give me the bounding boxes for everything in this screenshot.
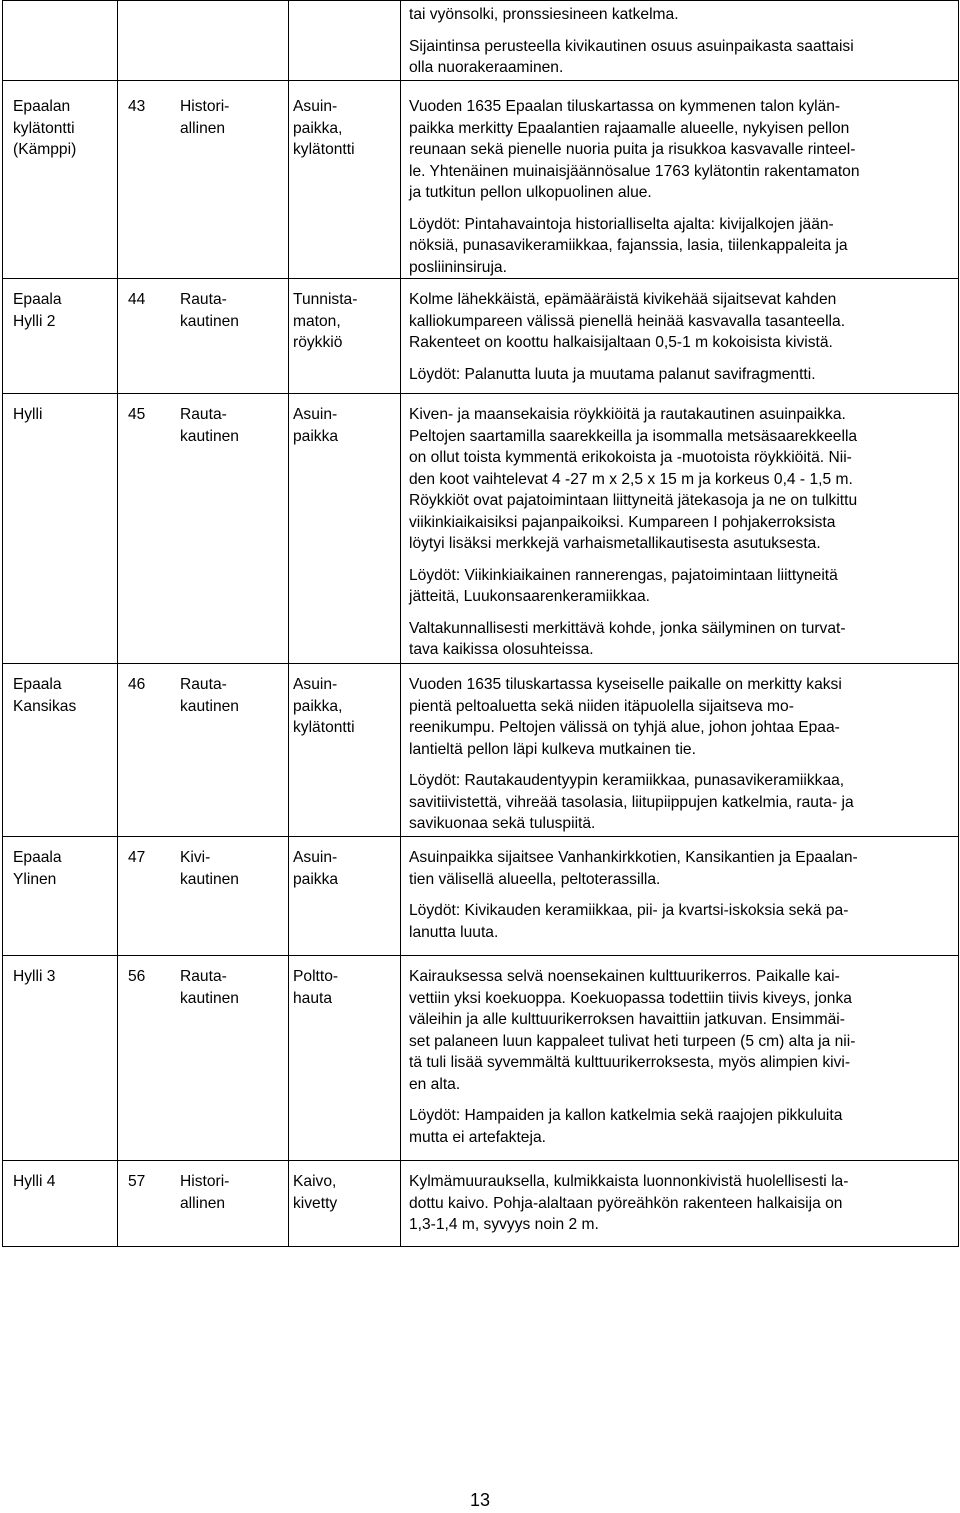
site-type: Asuin- paikka, kylätontti: [293, 98, 355, 158]
continuation-number-cell: [118, 1, 289, 81]
finds-paragraph: Löydöt: Rautakaudentyypin keramiikkaa, punasavikeramiikkaa, savitiivistettä, vihreää tasolasia, liitupiippujen katkelmia, rauta- ja savikuonaa sekä tuluspiitä.: [409, 772, 854, 832]
site-name-cell: [3, 956, 118, 1161]
finds-paragraph: Löydöt: Hampaiden ja kallon katkelmia sekä raajojen pikkuluita mutta ei artefakteja.: [409, 1107, 843, 1146]
page-number: 13: [469, 1490, 491, 1510]
site-name-cell: [3, 1161, 118, 1247]
number-period-cell: [118, 81, 289, 279]
site-type: Asuin- paikka: [293, 406, 339, 445]
number-period-cell: [118, 394, 289, 664]
site-description-cell: [401, 664, 959, 837]
finds-paragraph: Löydöt: Viikinkiaikainen rannerengas, pajatoimintaan liittyneitä jätteitä, Luukonsaarenkeramiikkaa.: [409, 566, 838, 605]
continuation-description-cell: [401, 1, 959, 81]
description-paragraph: Kolme lähekkäistä, epämääräistä kivikehää sijaitsevat kahden kalliokumpareen välissä pienellä heinää kasvavalla tasanteella. Rakenteet on koottu halkaisijaltaan 0,5-1 m kokoisista kivistä.: [409, 291, 846, 351]
finds-paragraph: Löydöt: Kivikauden keramiikkaa, pii- ja kvartsi-iskoksia sekä pa- lanutta luuta.: [409, 902, 849, 941]
table-row: [3, 81, 959, 279]
continuation-row: [3, 1, 959, 81]
site-name-cell: [3, 394, 118, 664]
table-row: [3, 1161, 959, 1247]
site-type-cell: [289, 394, 401, 664]
continuation-paragraph: tai vyönsolki, pronssiesineen katkelma.: [409, 6, 679, 23]
site-period: Rauta- kautinen: [180, 406, 239, 445]
number-period-cell: [118, 1161, 289, 1247]
site-number: 47: [128, 849, 146, 866]
sites-table: [2, 0, 959, 1247]
site-number: 46: [128, 676, 146, 693]
table-row: [3, 664, 959, 837]
site-period: Rauta- kautinen: [180, 968, 239, 1007]
site-type: Asuin- paikka: [293, 849, 339, 888]
description-paragraph: Kairauksessa selvä noensekainen kulttuurikerros. Paikalle kai- vettiin yksi koekuoppa. Koekuopassa todettiin tiivis kiveys, jonka väleihin ja alle kulttuurikerroksen havaittiin jatkuvan. Ensimmäi- set palaneen luun kappaleet tulivat heti turpeen (5 cm) alta ja nii- tä tuli lisää syvemmältä kulttuurikerroksesta, myös alimpien kivi- en alta.: [409, 968, 856, 1093]
continuation-name-cell: [3, 1, 118, 81]
site-number: 43: [128, 98, 146, 115]
site-number: 56: [128, 968, 146, 985]
site-name: Hylli 4: [13, 1173, 56, 1190]
site-name-cell: [3, 81, 118, 279]
site-type-cell: [289, 279, 401, 394]
continuation-type-cell: [289, 1, 401, 81]
site-description-cell: [401, 279, 959, 394]
site-type: Kaivo, kivetty: [293, 1173, 338, 1212]
table-row: [3, 956, 959, 1161]
site-period: Histori- allinen: [180, 98, 230, 137]
site-period: Rauta- kautinen: [180, 291, 239, 330]
site-period: Histori- allinen: [180, 1173, 230, 1212]
table-row: [3, 279, 959, 394]
site-type-cell: [289, 956, 401, 1161]
finds-paragraph: Löydöt: Pintahavaintoja historialliselta ajalta: kivijalkojen jään- nöksiä, punasavikeramiikkaa, fajanssia, lasia, tiilenkappaleita ja posliininsiruja.: [409, 215, 848, 276]
site-name-cell: [3, 279, 118, 394]
table-row: [3, 837, 959, 956]
site-type-cell: [289, 81, 401, 279]
site-description-cell: [401, 394, 959, 664]
site-name: Hylli: [13, 406, 43, 423]
number-period-cell: [118, 664, 289, 837]
site-type-cell: [289, 837, 401, 956]
site-period: Kivi- kautinen: [180, 849, 239, 888]
site-number: 44: [128, 291, 146, 308]
site-description-cell: [401, 1161, 959, 1247]
site-name: Epaalan kylätontti (Kämppi): [13, 98, 77, 158]
description-paragraph: Vuoden 1635 tiluskartassa kyseiselle paikalle on merkitty kaksi pientä peltoaluetta sekä niiden itäpuolella sijaitseva mo- reenikumpu. Peltojen välissä on tyhjä alue, johon johtaa Epaa- lantieltä pellon läpi kulkeva mutkainen tie.: [409, 676, 842, 758]
site-type: Poltto- hauta: [293, 968, 339, 1007]
number-period-cell: [118, 279, 289, 394]
site-name: Hylli 3: [13, 968, 56, 985]
number-period-cell: [118, 837, 289, 956]
site-number: 45: [128, 406, 146, 423]
continuation-paragraph: Sijaintinsa perusteella kivikautinen osuus asuinpaikasta saattaisi olla nuorakeraaminen.: [409, 37, 854, 76]
site-period: Rauta- kautinen: [180, 676, 239, 715]
description-paragraph: Kylmämuurauksella, kulmikkaista luonnonkivistä huolellisesti la- dottu kaivo. Pohja-alaltaan pyöreähkön rakenteen halkaisija on 1,3-1,4 m, syvyys noin 2 m.: [409, 1173, 849, 1233]
site-name: Epaala Hylli 2: [13, 291, 62, 330]
site-type: Tunnista- maton, röykkiö: [293, 291, 358, 351]
site-number: 57: [128, 1173, 146, 1190]
site-name: Epaala Ylinen: [13, 849, 62, 888]
site-type-cell: [289, 1161, 401, 1247]
site-name: Epaala Kansikas: [13, 676, 77, 715]
site-type: Asuin- paikka, kylätontti: [293, 676, 355, 736]
site-type-cell: [289, 664, 401, 837]
finds-paragraph: Löydöt: Palanutta luuta ja muutama palanut savifragmentti.: [409, 365, 816, 383]
number-period-cell: [118, 956, 289, 1161]
significance-paragraph: Valtakunnallisesti merkittävä kohde, jonka säilyminen on turvat- tava kaikissa olosuhteissa.: [409, 619, 846, 658]
site-description-cell: [401, 81, 959, 279]
table-row: [3, 394, 959, 664]
site-name-cell: [3, 664, 118, 837]
description-paragraph: Vuoden 1635 Epaalan tiluskartassa on kymmenen talon kylän- paikka merkitty Epaalantien rajaamalle alueelle, nykyisen pellon reunaan sekä pienelle nuoria puita ja risukkoa kasvavalle rinteel- le. Yhtenäinen muinaisjäännösalue 1763 kylätontin rakentamaton ja tutkitun pellon ulkopuolinen alue.: [409, 98, 860, 201]
site-description-cell: [401, 837, 959, 956]
description-paragraph: Kiven- ja maansekaisia röykkiöitä ja rautakautinen asuinpaikka. Peltojen saartamilla saarekkeilla ja isommalla metsäsaarekkeella on ollut toista kymmentä erikokoista ja -muotoista röykkiöitä. Nii- den koot vaihtelevat 4 -27 m x 2,5 x 15 m ja korkeus 0,4 - 1,5 m. Röykkiöt ovat pajatoimintaan liittyneitä jätekasoja ja ne on tulkittu viikinkiaikaisiksi pajanpaikoiksi. Kumpareen I pohjakerroksista löytyi lisäksi merkkejä varhaismetallikautisesta asutuksesta.: [409, 406, 858, 552]
site-description-cell: [401, 956, 959, 1161]
description-paragraph: Asuinpaikka sijaitsee Vanhankirkkotien, Kansikantien ja Epaalan- tien välisellä alueella, peltoterassilla.: [409, 849, 858, 888]
site-name-cell: [3, 837, 118, 956]
